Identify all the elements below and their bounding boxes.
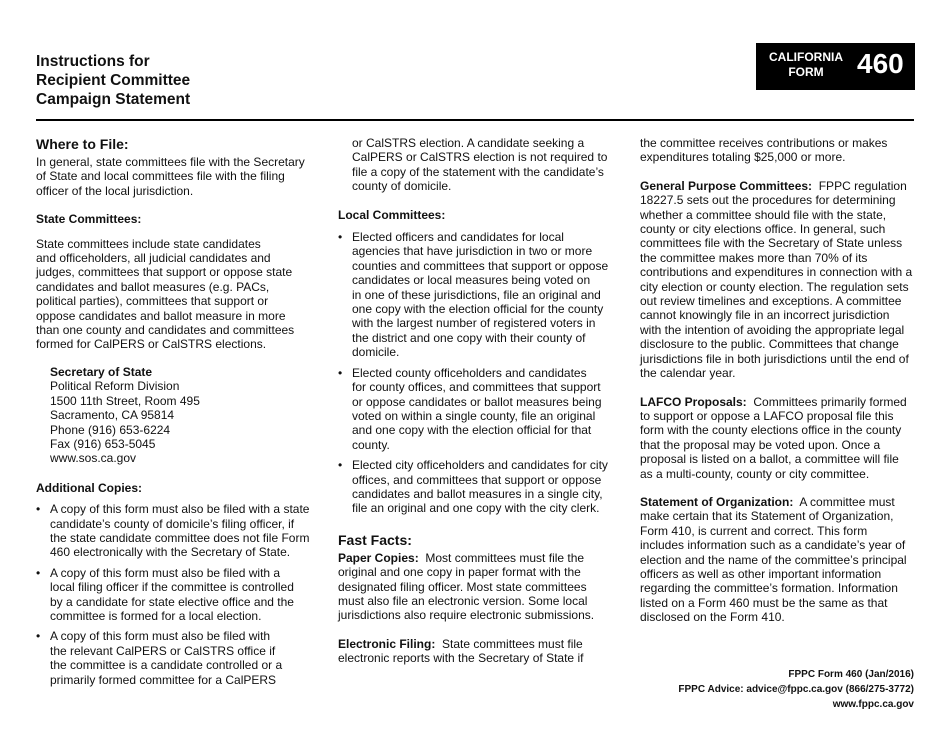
text-line: the relevant CalPERS or CalSTRS office if <box>50 643 276 658</box>
state-committees-heading: State Committees: <box>36 212 142 227</box>
general-purpose-paragraph <box>640 179 930 381</box>
fppc-website-link[interactable]: www.fppc.ca.gov <box>832 699 914 710</box>
text-line: committees file with the Secretary of State unless <box>640 236 903 251</box>
text-line: candidate’s county of domicile’s filing officer, if <box>50 516 295 531</box>
list-item <box>36 629 326 687</box>
address-website-link[interactable]: www.sos.ca.gov <box>50 451 137 466</box>
additional-copies-heading: Additional Copies: <box>36 480 142 495</box>
column-1 <box>36 135 326 687</box>
text-line: of State and local committees file with the filing <box>36 169 285 184</box>
paper-copies-paragraph <box>338 551 628 623</box>
secretary-of-state-address <box>36 365 326 466</box>
text-line: the district and one copy with their county of <box>352 330 586 345</box>
document-title <box>36 52 190 109</box>
page-footer <box>678 667 914 712</box>
electronic-filing-continuation <box>640 136 930 165</box>
badge-form-line: FORM <box>788 65 824 79</box>
header-divider <box>36 119 914 121</box>
text-line: regarding the committee’s formation. Information <box>640 581 898 596</box>
address-street: 1500 11th Street, Room 495 <box>50 393 200 408</box>
text-line: designated filing officer. Most state committees <box>338 579 587 594</box>
address-fax: Fax (916) 653-5045 <box>50 436 156 451</box>
calpers-continuation <box>338 136 628 194</box>
additional-copies-list <box>36 502 326 687</box>
text-line: or oppose candidates or ballot measures being <box>352 394 602 409</box>
text-line: by a candidate for state elective office and the <box>50 594 294 609</box>
text-line: must also file an electronic version. Some local <box>338 593 588 608</box>
text-line: Elected county officeholders and candidates <box>352 365 587 380</box>
text-line: candidates and ballot measures (e.g. PACs, <box>36 279 270 294</box>
text-line: county. <box>352 437 390 452</box>
bullet-icon: • <box>338 365 343 380</box>
text-line: Committees primarily formed <box>746 394 907 409</box>
where-to-file-text <box>36 155 326 198</box>
electronic-filing-label: Electronic Filing: <box>338 636 436 651</box>
text-line: as a multi-county, county or city committee. <box>640 466 870 481</box>
list-item <box>338 458 628 516</box>
local-committees-list <box>338 230 628 516</box>
bullet-icon: • <box>338 458 343 473</box>
lafco-paragraph <box>640 395 930 481</box>
text-line: officers as well as other important information <box>640 566 882 581</box>
text-line: judges, committees that support or oppose state <box>36 265 293 280</box>
text-line: that the proposal may be voted upon. Once a <box>640 437 881 452</box>
text-line: A copy of this form must also be filed with a <box>50 565 281 580</box>
text-line: or CalSTRS election. A candidate seeking a <box>352 136 585 150</box>
text-line: proposal is listed on a ballot, a committee will file <box>640 452 899 467</box>
text-line: jurisdictions also require electronic submissions. <box>338 608 595 623</box>
state-committees-text <box>36 237 326 352</box>
title-line: Instructions for <box>36 53 150 70</box>
address-city: Sacramento, CA 95814 <box>50 408 175 423</box>
text-line: original and one copy in paper format with the <box>338 565 581 580</box>
lafco-label: LAFCO Proposals: <box>640 394 747 409</box>
text-line: State committees include state candidates <box>36 236 261 251</box>
text-line: oppose candidates and ballot measure in more <box>36 308 286 323</box>
badge-state-label <box>766 50 846 80</box>
badge-state-line: CALIFORNIA <box>769 50 843 64</box>
list-item <box>338 230 628 360</box>
text-line: the state candidate committee does not file Form <box>50 530 310 545</box>
badge-form-number: 460 <box>857 48 904 79</box>
text-line: whether a committee should file with the state, <box>640 207 887 222</box>
address-division: Political Reform Division <box>50 379 180 394</box>
text-line: offices, and committees that support or oppose <box>352 472 602 487</box>
text-line: city election or county election. The regulation sets <box>640 279 909 294</box>
text-line: listed on a Form 460 must be the same as that <box>640 595 888 610</box>
text-line: and officeholders, all judicial candidates and <box>36 251 271 266</box>
paper-copies-label: Paper Copies: <box>338 550 419 565</box>
text-line: one copy with the election official for the county <box>352 302 604 317</box>
bullet-icon: • <box>36 502 41 517</box>
address-name: Secretary of State <box>50 364 153 379</box>
text-line: political parties), committees that support or <box>36 294 269 309</box>
fast-facts-heading: Fast Facts: <box>338 531 412 548</box>
list-item <box>338 366 628 452</box>
fppc-advice-contact[interactable]: FPPC Advice: advice@fppc.ca.gov (866/275-3772) <box>678 684 914 695</box>
text-line: file an original and one copy with the city clerk. <box>352 501 600 516</box>
text-line: CalPERS or CalSTRS election is not required to <box>352 150 608 165</box>
general-purpose-label: General Purpose Committees: <box>640 178 813 193</box>
text-line: disclosure to the public. Committees that change <box>640 337 899 352</box>
text-line: Elected city officeholders and candidates for city <box>352 458 608 473</box>
text-line: Most committees must file the <box>418 550 585 565</box>
text-line: and one copy with the election official for that <box>352 423 592 438</box>
where-to-file-heading: Where to File: <box>36 136 129 152</box>
text-line: candidates and ballot measures in a single city, <box>352 486 603 501</box>
text-line: primarily formed committee for a CalPERS <box>50 672 277 687</box>
list-item <box>36 502 326 560</box>
text-line: with the largest number of registered voters in <box>352 316 596 331</box>
text-line: expenditures totaling $25,000 or more. <box>640 150 846 165</box>
text-line: agencies that have jurisdiction in two or more <box>352 244 593 259</box>
text-line: committee is formed for a local election. <box>50 608 262 623</box>
text-line: 18227.5 sets out the procedures for determining <box>640 193 896 208</box>
text-line: for county offices, and committees that support <box>352 380 601 395</box>
text-line: local filing officer if the committee is controlled <box>50 580 294 595</box>
text-line: formed for CalPERS or CalSTRS elections. <box>36 337 267 352</box>
text-line: than one county and candidates and committees <box>36 323 295 338</box>
form-version: FPPC Form 460 (Jan/2016) <box>788 669 914 680</box>
text-line: voted on within a single county, file an original <box>352 408 596 423</box>
text-line: cannot knowingly file in an incorrect jurisdiction <box>640 308 890 323</box>
text-line: county or city elections office. In general, such <box>640 222 886 237</box>
text-line: contributions and expenditures in connection with a <box>640 265 913 280</box>
text-line: In general, state committees file with the Secretary <box>36 155 305 169</box>
bullet-icon: • <box>36 629 41 644</box>
text-line: A copy of this form must also be filed with a state <box>50 502 310 517</box>
column-2 <box>338 136 628 666</box>
text-line: Elected officers and candidates for local <box>352 230 564 245</box>
text-line: counties and committees that support or oppose <box>352 258 609 273</box>
text-line: in one of these jurisdictions, file an original and <box>352 287 601 302</box>
text-line: candidates or local measures being voted on <box>352 273 591 288</box>
title-line: Campaign Statement <box>36 91 191 108</box>
title-line: Recipient Committee <box>36 72 191 89</box>
text-line: with the intention of avoiding the appropriate legal <box>640 322 905 337</box>
text-line: FPPC regulation <box>812 178 907 193</box>
text-line: electronic reports with the Secretary of State if <box>338 651 584 666</box>
text-line: make certain that its Statement of Organization, <box>640 509 894 524</box>
text-line: form with the county elections office in the county <box>640 423 902 438</box>
list-item <box>36 566 326 624</box>
electronic-filing-paragraph <box>338 637 628 666</box>
text-line: A committee must <box>793 494 895 509</box>
local-committees-heading: Local Committees: <box>338 207 446 222</box>
text-line: includes information such as a candidate’s year of <box>640 538 906 553</box>
text-line: jurisdictions file in both jurisdictions until the end of <box>640 351 909 366</box>
text-line: file a copy of the statement with the candidate’s <box>352 164 604 179</box>
text-line: the committee makes more than 70% of its <box>640 250 868 265</box>
text-line: to support or oppose a LAFCO proposal file this <box>640 408 894 423</box>
text-line: State committees must file <box>435 636 583 651</box>
text-line: election and the name of the committee’s principal <box>640 552 907 567</box>
text-line: officer of the local jurisdiction. <box>36 183 194 198</box>
bullet-icon: • <box>338 230 343 245</box>
statement-of-organization-paragraph <box>640 495 930 625</box>
column-3 <box>640 136 930 625</box>
text-line: domicile. <box>352 345 400 360</box>
text-line: the calendar year. <box>640 366 736 381</box>
text-line: the committee is a candidate controlled or a <box>50 658 283 673</box>
text-line: county of domicile. <box>352 179 452 194</box>
text-line: 460 electronically with the Secretary of State. <box>50 545 291 560</box>
statement-of-organization-label: Statement of Organization: <box>640 494 794 509</box>
bullet-icon: • <box>36 565 41 580</box>
text-line: the committee receives contributions or makes <box>640 136 888 150</box>
text-line: out review timelines and exceptions. A committee <box>640 294 902 309</box>
address-phone: Phone (916) 653-6224 <box>50 422 171 437</box>
text-line: disclosed on the Form 410. <box>640 610 785 625</box>
text-line: A copy of this form must also be filed with <box>50 629 271 644</box>
text-line: Form 410, is current and correct. This form <box>640 523 868 538</box>
form-number-badge <box>756 43 915 90</box>
